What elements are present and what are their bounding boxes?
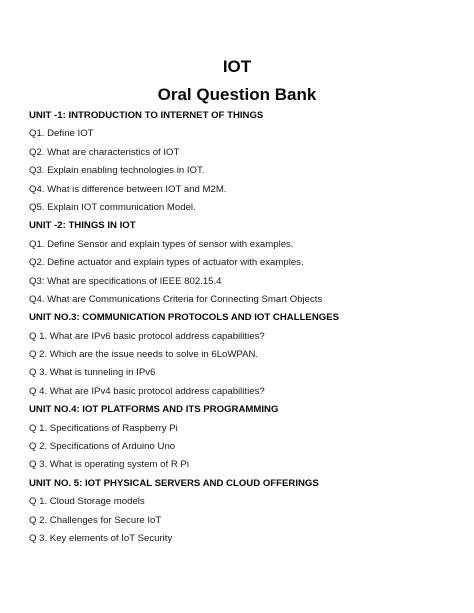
question-item: Q 3. Key elements of IoT Security <box>29 532 173 544</box>
unit-heading: UNIT -2: THINGS IN IOT <box>29 220 136 232</box>
question-item: Q 2. Which are the issue needs to solve in 6LoWPAN. <box>29 349 259 361</box>
question-item: Q 3. What is operating system of R Pi <box>29 459 189 471</box>
unit-heading: UNIT -1: INTRODUCTION TO INTERNET OF THINGS <box>29 110 264 121</box>
question-item: Q 2. Challenges for Secure IoT <box>29 514 162 526</box>
question-item: Q 4. What are IPv4 basic protocol address capabilities? <box>29 385 265 397</box>
question-item: Q 1. Cloud Storage models <box>29 496 145 508</box>
question-item: Q 2. Specifications of Arduino Uno <box>29 441 176 453</box>
question-item: Q2. Define actuator and explain types of actuator with examples. <box>29 257 304 269</box>
question-item: Q5. Explain IOT communication Model. <box>29 201 196 213</box>
question-item: Q2. What are characteristics of IOT <box>29 146 180 158</box>
unit-heading: UNIT NO.3: COMMUNICATION PROTOCOLS AND IOT CHALLENGES <box>29 312 340 324</box>
question-item: Q4. What are Communications Criteria for Connecting Smart Objects <box>29 293 323 305</box>
question-item: Q3. Explain enabling technologies in IOT. <box>29 165 205 177</box>
unit-heading: UNIT NO.4: IOT PLATFORMS AND ITS PROGRAMMING <box>29 404 279 416</box>
question-item: Q 3. What is tunneling in IPv6 <box>29 367 156 379</box>
document-subtitle: Oral Question Bank <box>157 85 317 104</box>
question-item: Q4. What is difference between IOT and M2M. <box>29 183 227 195</box>
question-bank <box>29 107 459 548</box>
unit-heading: UNIT NO. 5: IOT PHYSICAL SERVERS AND CLOUD OFFERINGS <box>29 477 319 489</box>
question-item: Q1. Define Sensor and explain types of sensor with examples. <box>29 238 294 250</box>
question-item: Q1. Define IOT <box>29 128 94 140</box>
question-item: Q3: What are specifications of IEEE 802.15.4 <box>29 275 222 287</box>
question-item: Q 1. Specifications of Raspberry Pi <box>29 422 178 434</box>
document-title: IOT <box>222 57 252 76</box>
question-item: Q 1. What are IPv6 basic protocol address capabilities? <box>29 330 265 342</box>
